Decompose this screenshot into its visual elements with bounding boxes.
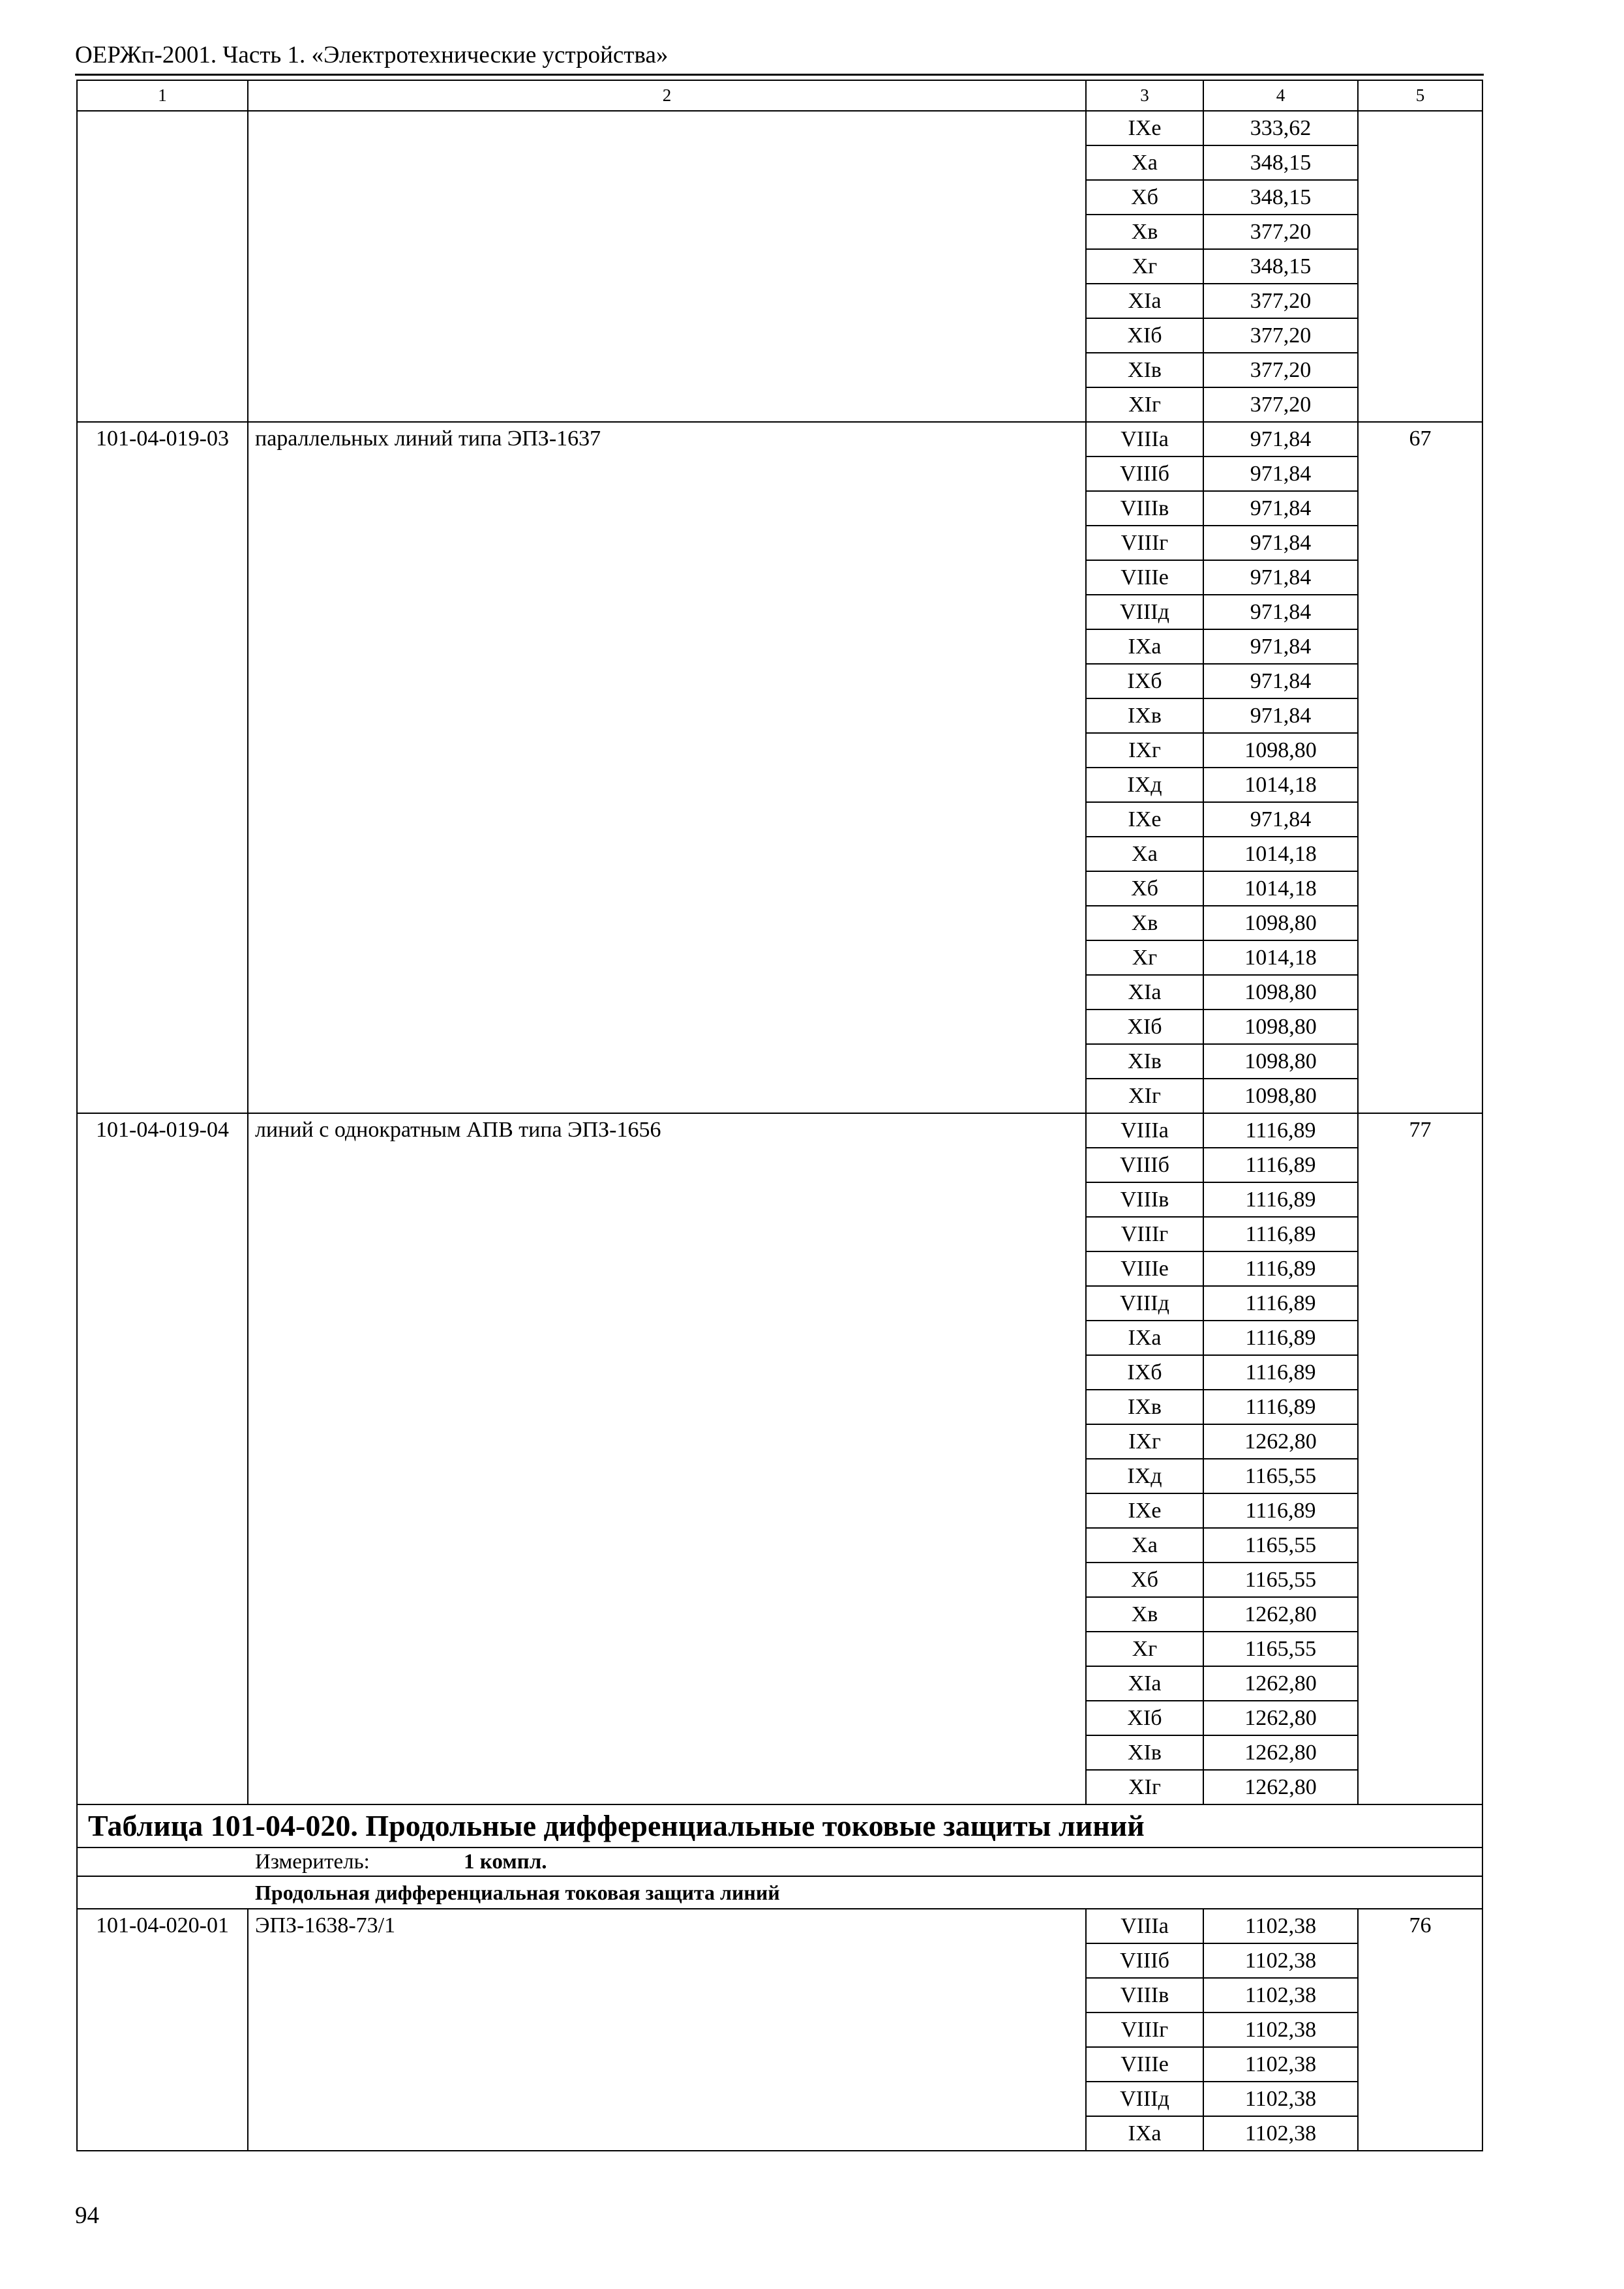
col5-cell: 76 [1358, 1909, 1482, 2151]
zone-cell: IXе [1086, 802, 1203, 837]
price-cell: 1098,80 [1203, 1079, 1358, 1113]
rates-table-body [77, 80, 1482, 2151]
zone-cell: XIг [1086, 1079, 1203, 1113]
column-number: 2 [248, 80, 1086, 111]
price-cell: 1262,80 [1203, 1424, 1358, 1459]
price-cell: 971,84 [1203, 595, 1358, 629]
price-cell: 971,84 [1203, 664, 1358, 698]
column-number: 3 [1086, 80, 1203, 111]
price-cell: 1116,89 [1203, 1493, 1358, 1528]
price-cell: 377,20 [1203, 215, 1358, 249]
price-cell: 1116,89 [1203, 1286, 1358, 1321]
price-cell: 1116,89 [1203, 1113, 1358, 1148]
zone-cell: XIб [1086, 1010, 1203, 1044]
code-cell [77, 111, 248, 422]
price-cell: 333,62 [1203, 111, 1358, 145]
zone-cell: VIIIв [1086, 1182, 1203, 1217]
code-cell: 101-04-019-03 [77, 422, 248, 1113]
rates-table [76, 80, 1483, 2151]
zone-cell: VIIIе [1086, 1251, 1203, 1286]
price-cell: 1262,80 [1203, 1735, 1358, 1770]
price-cell: 1102,38 [1203, 1978, 1358, 2012]
zone-cell: Xв [1086, 215, 1203, 249]
meter-unit: 1 компл. [464, 1850, 547, 1874]
zone-cell: XIв [1086, 353, 1203, 387]
zone-cell: XIа [1086, 284, 1203, 318]
code-cell: 101-04-020-01 [77, 1909, 248, 2151]
zone-cell: VIIIа [1086, 1113, 1203, 1148]
price-cell: 1014,18 [1203, 871, 1358, 906]
zone-cell: VIIIб [1086, 1148, 1203, 1182]
column-number-row [77, 80, 1482, 111]
zone-cell: Xб [1086, 180, 1203, 215]
zone-cell: XIв [1086, 1735, 1203, 1770]
price-cell: 1262,80 [1203, 1770, 1358, 1804]
price-cell: 1014,18 [1203, 768, 1358, 802]
table-title-row [77, 1804, 1482, 1848]
price-cell: 1165,55 [1203, 1632, 1358, 1666]
column-number: 1 [77, 80, 248, 111]
zone-cell: XIб [1086, 318, 1203, 353]
section-cell [77, 1876, 1482, 1909]
price-cell: 971,84 [1203, 456, 1358, 491]
zone-cell: XIг [1086, 1770, 1203, 1804]
table-row [77, 1909, 1482, 1943]
price-cell: 1102,38 [1203, 2082, 1358, 2116]
price-cell: 1262,80 [1203, 1666, 1358, 1701]
zone-cell: Xг [1086, 940, 1203, 975]
price-cell: 1116,89 [1203, 1355, 1358, 1390]
price-cell: 1165,55 [1203, 1528, 1358, 1563]
zone-cell: VIIIе [1086, 560, 1203, 595]
meter-label: Измеритель: [255, 1850, 370, 1874]
zone-cell: IXв [1086, 698, 1203, 733]
price-cell: 377,20 [1203, 284, 1358, 318]
table-row [77, 422, 1482, 456]
price-cell: 1102,38 [1203, 2116, 1358, 2151]
zone-cell: IXг [1086, 733, 1203, 768]
name-cell: ЭПЗ-1638-73/1 [248, 1909, 1086, 2151]
price-cell: 971,84 [1203, 698, 1358, 733]
zone-cell: IXг [1086, 1424, 1203, 1459]
code-cell: 101-04-019-04 [77, 1113, 248, 1804]
zone-cell: Xв [1086, 1597, 1203, 1632]
price-cell: 1014,18 [1203, 940, 1358, 975]
zone-cell: IXа [1086, 2116, 1203, 2151]
price-cell: 377,20 [1203, 353, 1358, 387]
price-cell: 1098,80 [1203, 975, 1358, 1010]
name-cell: параллельных линий типа ЭПЗ-1637 [248, 422, 1086, 1113]
price-cell: 1116,89 [1203, 1390, 1358, 1424]
zone-cell: IXа [1086, 1321, 1203, 1355]
column-number: 4 [1203, 80, 1358, 111]
col5-cell: 77 [1358, 1113, 1482, 1804]
price-cell: 348,15 [1203, 145, 1358, 180]
price-cell: 1116,89 [1203, 1182, 1358, 1217]
zone-cell: IXе [1086, 1493, 1203, 1528]
col5-cell: 67 [1358, 422, 1482, 1113]
price-cell: 1116,89 [1203, 1251, 1358, 1286]
zone-cell: Xг [1086, 249, 1203, 284]
zone-cell: Xг [1086, 1632, 1203, 1666]
zone-cell: IXе [1086, 111, 1203, 145]
zone-cell: IXв [1086, 1390, 1203, 1424]
price-cell: 1116,89 [1203, 1148, 1358, 1182]
table-row [77, 111, 1482, 145]
zone-cell: VIIIв [1086, 1978, 1203, 2012]
price-cell: 1165,55 [1203, 1563, 1358, 1597]
zone-cell: Xв [1086, 906, 1203, 940]
zone-cell: VIIIд [1086, 1286, 1203, 1321]
meter-row [77, 1848, 1482, 1876]
zone-cell: VIIIг [1086, 526, 1203, 560]
header-rule [75, 74, 1484, 76]
price-cell: 348,15 [1203, 180, 1358, 215]
price-cell: 1102,38 [1203, 1943, 1358, 1978]
zone-cell: VIIIа [1086, 1909, 1203, 1943]
zone-cell: IXд [1086, 1459, 1203, 1493]
name-cell: линий с однократным АПВ типа ЭПЗ-1656 [248, 1113, 1086, 1804]
zone-cell: VIIIг [1086, 1217, 1203, 1251]
price-cell: 971,84 [1203, 560, 1358, 595]
zone-cell: VIIIб [1086, 456, 1203, 491]
price-cell: 1116,89 [1203, 1321, 1358, 1355]
meter-cell [77, 1848, 1482, 1876]
price-cell: 1262,80 [1203, 1701, 1358, 1735]
price-cell: 1102,38 [1203, 2047, 1358, 2082]
price-cell: 971,84 [1203, 526, 1358, 560]
price-cell: 1098,80 [1203, 1010, 1358, 1044]
zone-cell: VIIIе [1086, 2047, 1203, 2082]
page-number: 94 [75, 2202, 99, 2229]
page-header: ОЕРЖп-2001. Часть 1. «Электротехнические устройства» [75, 42, 669, 68]
price-cell: 1014,18 [1203, 837, 1358, 871]
price-cell: 1116,89 [1203, 1217, 1358, 1251]
price-cell: 377,20 [1203, 318, 1358, 353]
zone-cell: IXа [1086, 629, 1203, 664]
zone-cell: IXб [1086, 664, 1203, 698]
price-cell: 971,84 [1203, 629, 1358, 664]
section-row [77, 1876, 1482, 1909]
zone-cell: VIIIг [1086, 2012, 1203, 2047]
zone-cell: XIг [1086, 387, 1203, 422]
zone-cell: XIа [1086, 1666, 1203, 1701]
price-cell: 1102,38 [1203, 2012, 1358, 2047]
price-cell: 1102,38 [1203, 1909, 1358, 1943]
zone-cell: Xа [1086, 145, 1203, 180]
zone-cell: Xб [1086, 1563, 1203, 1597]
price-cell: 971,84 [1203, 802, 1358, 837]
section-title: Продольная дифференциальная токовая защита линий [255, 1881, 780, 1904]
price-cell: 1262,80 [1203, 1597, 1358, 1632]
price-cell: 1098,80 [1203, 1044, 1358, 1079]
zone-cell: VIIIд [1086, 595, 1203, 629]
price-cell: 377,20 [1203, 387, 1358, 422]
zone-cell: XIб [1086, 1701, 1203, 1735]
zone-cell: Xа [1086, 837, 1203, 871]
zone-cell: VIIIв [1086, 491, 1203, 526]
zone-cell: XIв [1086, 1044, 1203, 1079]
price-cell: 1098,80 [1203, 733, 1358, 768]
zone-cell: Xб [1086, 871, 1203, 906]
zone-cell: IXд [1086, 768, 1203, 802]
price-cell: 971,84 [1203, 491, 1358, 526]
column-number: 5 [1358, 80, 1482, 111]
price-cell: 971,84 [1203, 422, 1358, 456]
col5-cell [1358, 111, 1482, 422]
zone-cell: IXб [1086, 1355, 1203, 1390]
zone-cell: XIа [1086, 975, 1203, 1010]
zone-cell: Xа [1086, 1528, 1203, 1563]
zone-cell: VIIIа [1086, 422, 1203, 456]
table-row [77, 1113, 1482, 1148]
price-cell: 1165,55 [1203, 1459, 1358, 1493]
zone-cell: VIIIб [1086, 1943, 1203, 1978]
table-title: Таблица 101-04-020. Продольные дифференциальные токовые защиты линий [77, 1804, 1482, 1848]
name-cell [248, 111, 1086, 422]
zone-cell: VIIIд [1086, 2082, 1203, 2116]
price-cell: 348,15 [1203, 249, 1358, 284]
price-cell: 1098,80 [1203, 906, 1358, 940]
